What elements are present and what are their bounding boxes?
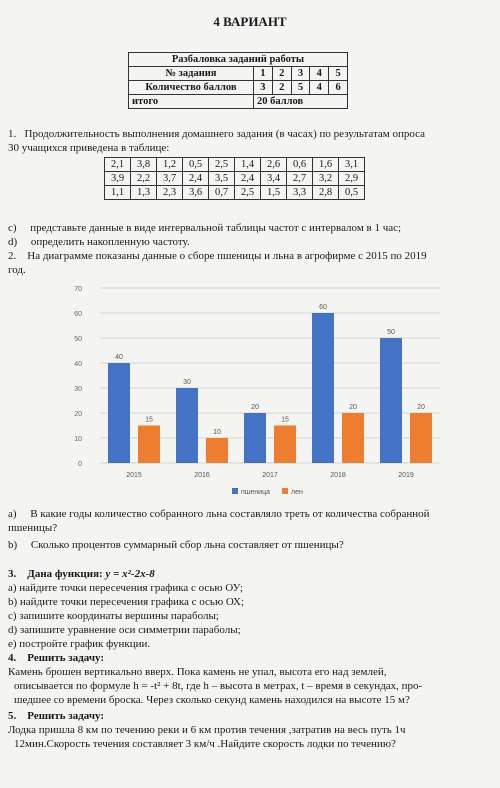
data-table-cell: 1,6 xyxy=(313,158,339,172)
task3-item-a: a) найдите точки пересечения графика с осью ОУ; xyxy=(8,582,244,594)
data-table-cell: 1,4 xyxy=(235,158,261,172)
x-tick-label: 2015 xyxy=(126,472,142,479)
task2-item-a xyxy=(8,508,496,521)
y-tick-label: 20 xyxy=(74,411,82,418)
task5-head: Решить задачу: xyxy=(27,710,105,722)
harvest-bar-chart xyxy=(60,278,450,503)
task1-c-label: c) xyxy=(8,222,17,234)
task1-line2: 30 учащихся приведена в таблице: xyxy=(8,142,170,154)
data-table-cell: 0,5 xyxy=(339,186,365,200)
data-label: 20 xyxy=(417,404,425,411)
total-label: итого xyxy=(129,95,254,109)
x-tick-label: 2018 xyxy=(330,472,346,479)
task2-intro xyxy=(8,250,496,263)
points-value: 4 xyxy=(310,81,329,95)
data-table-cell: 1,1 xyxy=(105,186,131,200)
task4-number: 4. xyxy=(8,652,17,664)
x-tick-label: 2016 xyxy=(194,472,210,479)
task1-c-text: представьте данные в виде интервальной таблицы частот с интервалом в 1 час; xyxy=(30,222,402,234)
data-table-cell: 3,5 xyxy=(209,172,235,186)
data-table-cell: 3,6 xyxy=(183,186,209,200)
score-table xyxy=(128,52,348,109)
data-table-cell: 0,6 xyxy=(287,158,313,172)
data-table-cell: 3,3 xyxy=(287,186,313,200)
task1-intro xyxy=(8,128,496,141)
task2-a-text2: пшеницы? xyxy=(8,522,58,534)
task5-line2: 12мин.Скорость течения составляет 3 км/ч .Найдите скорость лодки по течению? xyxy=(14,738,396,750)
task1-number: 1. xyxy=(8,128,17,140)
data-table-cell: 3,4 xyxy=(261,172,287,186)
data-table-cell: 3,2 xyxy=(313,172,339,186)
task-number: 1 xyxy=(254,67,273,81)
y-tick-label: 60 xyxy=(74,311,82,318)
bar-flax xyxy=(206,438,228,463)
points-label: Количество баллов xyxy=(129,81,254,95)
data-table-row xyxy=(105,158,365,172)
points-value: 5 xyxy=(291,81,310,95)
task-number: 3 xyxy=(291,67,310,81)
data-label: 15 xyxy=(281,416,289,424)
x-tick-label: 2019 xyxy=(398,472,414,479)
data-table-cell: 0,7 xyxy=(209,186,235,200)
data-label: 60 xyxy=(319,304,327,311)
y-tick-label: 50 xyxy=(74,336,82,343)
bar-wheat xyxy=(108,363,130,463)
task-number: 5 xyxy=(329,67,348,81)
data-table-cell: 2,9 xyxy=(339,172,365,186)
task5-heading xyxy=(8,710,496,723)
task5-line1: Лодка пришла 8 км по течению реки и 6 км против течения ,затратив на весь путь 1ч xyxy=(8,724,406,736)
points-value: 2 xyxy=(272,81,291,95)
data-label: 15 xyxy=(145,416,153,424)
data-table-cell: 1,2 xyxy=(157,158,183,172)
task3-item-c: c) запишите координаты вершины параболы; xyxy=(8,610,219,622)
task3-item-e: e) постройте график функции. xyxy=(8,638,151,650)
task2-b-label: b) xyxy=(8,539,18,551)
points-value: 6 xyxy=(329,81,348,95)
legend-label: лен xyxy=(291,489,303,496)
task1-item-c xyxy=(8,222,496,235)
task2-a-label: a) xyxy=(8,508,17,520)
data-label: 20 xyxy=(349,404,357,411)
task3-heading xyxy=(8,568,496,581)
task4-head: Решить задачу: xyxy=(27,652,105,664)
task4-line1: Камень брошен вертикально вверх. Пока камень не упал, высота его над землей, xyxy=(8,666,387,678)
task3-item-b: b) найдите точки пересечения графика с осью ОХ; xyxy=(8,596,245,608)
total-value: 20 баллов xyxy=(254,95,348,109)
y-tick-label: 70 xyxy=(74,286,82,293)
data-table-cell: 3,8 xyxy=(131,158,157,172)
task3-formula: y = x²-2x-8 xyxy=(105,568,155,580)
y-tick-label: 30 xyxy=(74,386,82,393)
data-table-cell: 2,4 xyxy=(235,172,261,186)
data-label: 30 xyxy=(183,379,191,386)
data-table-cell: 3,1 xyxy=(339,158,365,172)
task2-number: 2. xyxy=(8,250,17,262)
task-number-label: № задания xyxy=(129,67,254,81)
data-label: 20 xyxy=(251,404,259,411)
data-table-row xyxy=(105,186,365,200)
legend-swatch xyxy=(232,488,238,494)
task-number: 4 xyxy=(310,67,329,81)
task3-number: 3. xyxy=(8,568,17,580)
task2-line1: На диаграмме показаны данные о сборе пшеницы и льна в агрофирме с 2015 по 2019 xyxy=(27,250,427,262)
homework-data-table xyxy=(104,157,365,200)
data-table-cell: 2,2 xyxy=(131,172,157,186)
task2-a-text1: В какие годы количество собранного льна составляло треть от количества собранной xyxy=(30,508,430,520)
task2-item-b xyxy=(8,539,496,552)
bar-flax xyxy=(410,413,432,463)
task2-b-text: Сколько процентов суммарный сбор льна составляет от пшеницы? xyxy=(30,539,344,551)
y-tick-label: 40 xyxy=(74,361,82,368)
task1-item-d xyxy=(8,236,496,249)
task4-heading xyxy=(8,652,496,665)
task5-number: 5. xyxy=(8,710,17,722)
data-table-cell: 3,9 xyxy=(105,172,131,186)
task2-line2: год. xyxy=(8,264,26,276)
y-tick-label: 0 xyxy=(78,461,82,468)
task4-line3: шедшее со времени броска. Через сколько секунд камень находился на высоте 15 м? xyxy=(14,694,410,706)
bar-wheat xyxy=(176,388,198,463)
task4-line2: описывается по формуле h = -t² + 8t, где h – высота в метрах, t – время в секундах, про- xyxy=(14,680,423,692)
legend-swatch xyxy=(282,488,288,494)
data-table-cell: 2,5 xyxy=(209,158,235,172)
x-tick-label: 2017 xyxy=(262,472,278,479)
bar-wheat xyxy=(244,413,266,463)
bar-flax xyxy=(342,413,364,463)
task1-d-label: d) xyxy=(8,236,18,248)
data-table-cell: 3,7 xyxy=(157,172,183,186)
page-title: 4 ВАРИАНТ xyxy=(213,14,287,29)
task-number: 2 xyxy=(272,67,291,81)
bar-wheat xyxy=(312,313,334,463)
bar-flax xyxy=(138,426,160,464)
data-table-cell: 2,3 xyxy=(157,186,183,200)
data-table-cell: 2,1 xyxy=(105,158,131,172)
data-label: 50 xyxy=(387,329,395,336)
data-label: 10 xyxy=(213,429,221,436)
data-table-cell: 1,3 xyxy=(131,186,157,200)
points-value: 3 xyxy=(254,81,273,95)
y-tick-label: 10 xyxy=(74,436,82,443)
data-table-cell: 1,5 xyxy=(261,186,287,200)
data-table-cell: 2,6 xyxy=(261,158,287,172)
task1-line1: Продолжительность выполнения домашнего задания (в часах) по результатам опроса xyxy=(24,128,426,140)
bar-flax xyxy=(274,426,296,464)
data-table-cell: 2,8 xyxy=(313,186,339,200)
data-table-cell: 2,4 xyxy=(183,172,209,186)
task3-item-d: d) запишите уравнение оси симметрии параболы; xyxy=(8,624,241,636)
task1-d-text: определить накопленную частоту. xyxy=(30,236,190,248)
data-table-row xyxy=(105,172,365,186)
data-table-cell: 2,5 xyxy=(235,186,261,200)
bar-wheat xyxy=(380,338,402,463)
task3-head: Дана функция: xyxy=(27,568,103,580)
data-table-cell: 2,7 xyxy=(287,172,313,186)
data-label: 40 xyxy=(115,354,123,361)
score-table-caption: Разбаловка заданий работы xyxy=(129,53,348,67)
data-table-cell: 0,5 xyxy=(183,158,209,172)
legend-label: пшеница xyxy=(241,489,270,496)
